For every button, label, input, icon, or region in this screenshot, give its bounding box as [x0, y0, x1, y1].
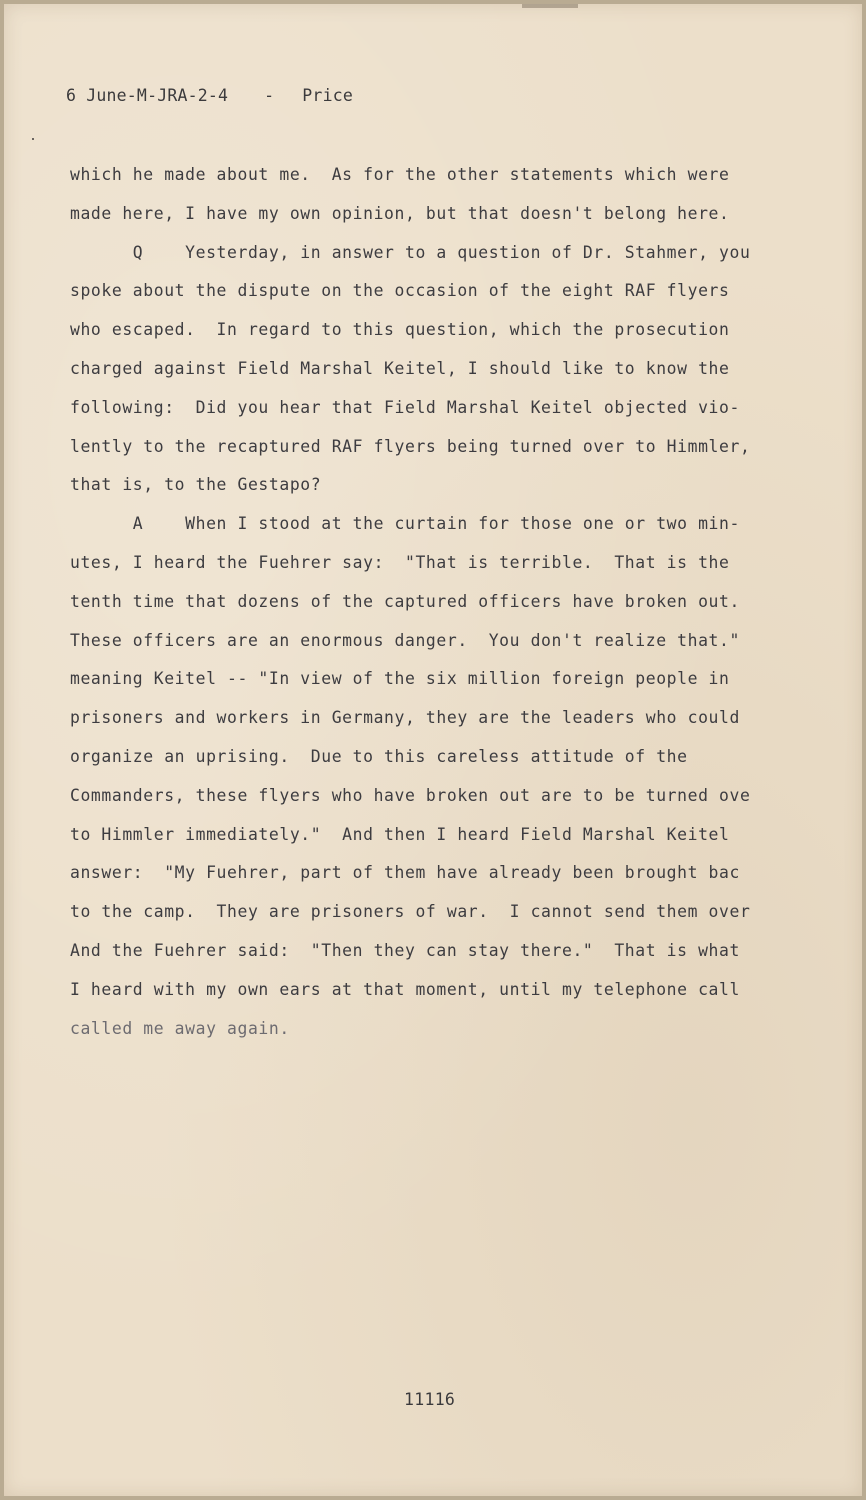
transcript-body [70, 156, 820, 1048]
text-line: meaning Keitel -- "In view of the six million foreign people in [70, 669, 730, 689]
text-line: utes, I heard the Fuehrer say: "That is terrible. That is the [70, 552, 730, 572]
text-line: to Himmler immediately." And then I heard Field Marshal Keitel [70, 824, 730, 844]
text-line: made here, I have my own opinion, but that doesn't belong here. [70, 203, 730, 223]
text-line: that is, to the Gestapo? [70, 475, 322, 495]
page-header [66, 86, 353, 105]
text-line: called me away again. [70, 1018, 290, 1038]
text-line: organize an uprising. Due to this careless attitude of the [70, 746, 688, 766]
text-line: spoke about the dispute on the occasion of the eight RAF flyers [70, 281, 730, 301]
text-line: And the Fuehrer said: "Then they can stay there." That is what [70, 940, 740, 960]
text-line: which he made about me. As for the other statements which were [70, 165, 730, 184]
margin-mark [32, 138, 34, 140]
page-number: 11116 [404, 1390, 456, 1409]
text-line: I heard with my own ears at that moment, until my telephone call [70, 979, 740, 999]
text-line: charged against Field Marshal Keitel, I should like to know the [70, 358, 730, 378]
header-witness-name: Price [302, 86, 353, 105]
text-line: tenth time that dozens of the captured officers have broken out. [70, 591, 740, 611]
text-line: who escaped. In regard to this question, which the prosecution [70, 320, 730, 340]
top-edge-mark [522, 4, 578, 8]
header-reference: 6 June-M-JRA-2-4 [66, 86, 229, 105]
text-line: Commanders, these flyers who have broken out are to be turned ove [70, 785, 751, 805]
text-line: Q Yesterday, in answer to a question of Dr. Stahmer, you [70, 242, 751, 262]
text-line: These officers are an enormous danger. You don't realize that." [70, 630, 740, 650]
text-line: lently to the recaptured RAF flyers being turned over to Himmler, [70, 436, 751, 456]
text-line: prisoners and workers in Germany, they are the leaders who could [70, 708, 740, 728]
text-line: following: Did you hear that Field Marshal Keitel objected vio- [70, 397, 740, 417]
header-separator: - [264, 86, 275, 105]
text-line: answer: "My Fuehrer, part of them have already been brought bac [70, 863, 740, 883]
document-page [4, 4, 862, 1496]
text-line: A When I stood at the curtain for those one or two min- [70, 514, 740, 534]
text-line: to the camp. They are prisoners of war. I cannot send them over [70, 902, 751, 922]
